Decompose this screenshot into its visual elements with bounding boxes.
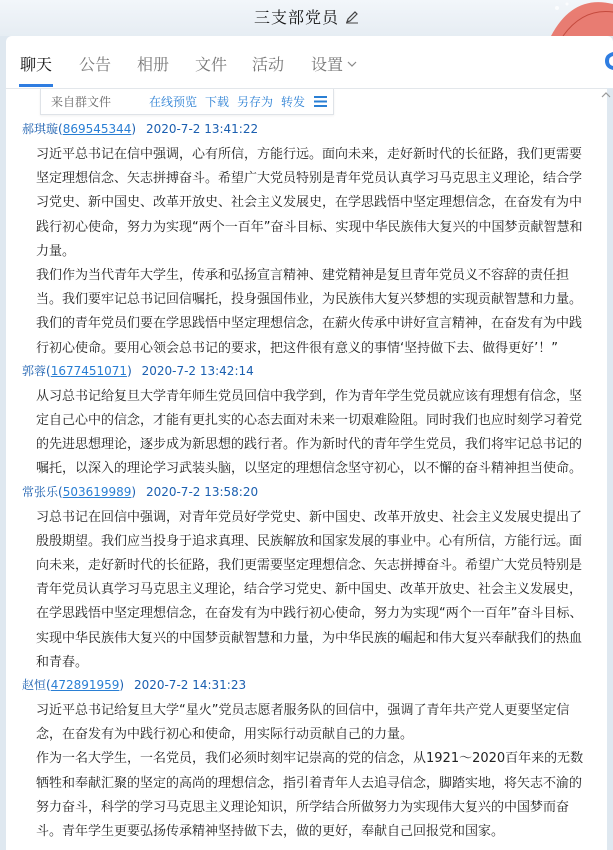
tab-settings[interactable] (311, 54, 357, 76)
message-header: 赵恒(472891959) 2020-7-2 14:31:23 (22, 678, 247, 693)
message-timestamp: 2020-7-2 13:42:14 (141, 363, 254, 378)
sender-qq-link[interactable]: 472891959 (50, 678, 120, 693)
message-header: 常张乐(503619989) 2020-7-2 13:58:20 (22, 484, 259, 499)
chat-area[interactable] (6, 88, 607, 850)
message-paragraph: 作为一名大学生，一名党员，我们必须时刻牢记崇高的党的信念，从1921～2020百年来的无数牺牲和奉献汇聚的坚定的高尚的理想信念，指引着青年人去追寻信念，脚踏实地，将矢志不渝的努力奋斗，科学的学习马克思主义理论知识，所学结合所做努力为实现伟大复兴的中国梦而奋斗。青年学生更要弘扬传承精神坚持做下去，做的更好，奉献自己回报党和国家。 (36, 751, 584, 840)
tab-announcements[interactable]: 公告 (79, 55, 112, 74)
message-timestamp: 2020-7-2 14:31:23 (133, 678, 247, 693)
tab-files[interactable]: 文件 (195, 55, 228, 74)
message-header: 郭蓉(1677451071) 2020-7-2 13:42:14 (22, 363, 254, 378)
message-list (6, 119, 607, 844)
menu-icon[interactable] (314, 96, 327, 107)
message-body (6, 139, 607, 361)
sender-name[interactable]: 郝琪璇 (22, 122, 59, 136)
tab-settings-label: 设置 (311, 55, 344, 74)
sender-name[interactable]: 常张乐 (22, 484, 59, 499)
chat-message (6, 361, 607, 482)
sender-qq-link[interactable]: 869545344 (62, 122, 132, 136)
umbrella-decoration-icon (543, 0, 613, 36)
sender-name[interactable]: 郭蓉 (22, 363, 47, 378)
tab-chat[interactable]: 聊天 (20, 55, 53, 74)
message-paragraph: 习总书记在回信中强调，对青年党员好学党史、新中国史、改革开放史、社会主义发展史提出了殷殷期望。我们应当投身于追求真理、民族解放和国家发展的事业中。心有所信，方能行远。面向未来，走好新时代的长征路，我们更需要坚定理想信念、矢志拼搏奋斗。希望广大党员特别是青年党员认真学习马克思主义理论，结合学习党史、新中国史、改革开放史、社会主义发展史，在学思践悟中坚定理想信念，在奋发有为中践行初心使命，努力为实现“两个一百年”奋斗目标、实现中华民族伟大复兴的中国梦贡献智慧和力量，为中华民族的崛起和伟大复兴奉献我们的热血和青春。 (36, 509, 583, 670)
phone-icon[interactable] (601, 50, 613, 72)
tab-bar (6, 36, 613, 88)
forward-link[interactable]: 转发 (281, 95, 306, 109)
chat-message (6, 482, 607, 675)
group-title[interactable]: 三支部党员 (253, 8, 339, 27)
message-paragraph: 我们作为当代青年大学生，传承和弘扬宣言精神、建党精神是复旦青年党员义不容辞的责任担当。我们要牢记总书记回信嘱托，投身强国伟业，为民族伟大复兴梦想的实现贡献智慧和力量。我们的青年党员们要在学思践悟中坚定理想信念，在薪火传承中讲好宣言精神，在奋发有为中践行初心使命。要用心领会总书记的要求，把这件很有意义的事情‘坚持做下去、做得更好’！” (36, 268, 583, 356)
message-paragraph: 习近平总书记给复旦大学“星火”党员志愿者服务队的回信中，强调了青年共产党人更要坚定信念，在奋发有为中践行初心和使命，用实际行动贡献自己的力量。 (36, 703, 570, 743)
chat-message (6, 675, 607, 844)
tab-activities[interactable]: 活动 (252, 55, 285, 74)
preview-online-link[interactable]: 在线预览 (149, 95, 198, 109)
download-link[interactable]: 下载 (205, 95, 230, 109)
message-header: 郝琪璇(869545344) 2020-7-2 13:41:22 (22, 122, 259, 136)
message-paragraph: 习近平总书记在信中强调，心有所信，方能行远。面向未来，走好新时代的长征路，我们更需要坚定理想信念、矢志拼搏奋斗。希望广大党员特别是青年党员认真学习马克思主义理论，结合学习党史、新中国史、改革开放史、社会主义发展史，在学思践悟中坚定理想信念，在奋发有为中践行初心使命，努力为实现“两个一百年”奋斗目标、实现中华民族伟大复兴的中国梦贡献智慧和力量。 (36, 147, 583, 259)
chevron-down-icon (347, 59, 357, 69)
message-paragraph: 从习总书记给复旦大学青年师生党员回信中我学到，作为青年学生党员就应该有理想有信念，坚定自己心中的信念，才能有更扎实的心态去面对未来一切艰难险阻。同时我们也应时刻学习着党的先进思想理论，逐步成为新思想的践行者。作为新时代的青年学生党员，我们将牢记总书记的嘱托，以深入的理论学习武装头脑，以坚定的理想信念坚守初心，以不懈的奋斗精神担当使命。 (36, 388, 583, 477)
file-source-label: 来自群文件 (51, 95, 112, 109)
message-body (6, 381, 607, 482)
message-body (6, 695, 607, 844)
scroll-up-icon[interactable] (599, 88, 613, 102)
sender-name[interactable]: 赵恒 (22, 678, 47, 693)
tab-album[interactable]: 相册 (137, 55, 170, 74)
chat-message (6, 119, 607, 361)
title-bar (0, 0, 613, 36)
active-tab-indicator (19, 84, 53, 87)
save-as-link[interactable]: 另存为 (237, 95, 274, 109)
message-body (6, 502, 607, 675)
sender-qq-link[interactable]: 1677451071 (50, 363, 128, 378)
message-timestamp: 2020-7-2 13:58:20 (145, 484, 259, 499)
edit-icon[interactable] (345, 10, 359, 24)
file-action-bar (40, 89, 334, 115)
message-timestamp: 2020-7-2 13:41:22 (145, 122, 259, 136)
sender-qq-link[interactable]: 503619989 (62, 484, 132, 499)
